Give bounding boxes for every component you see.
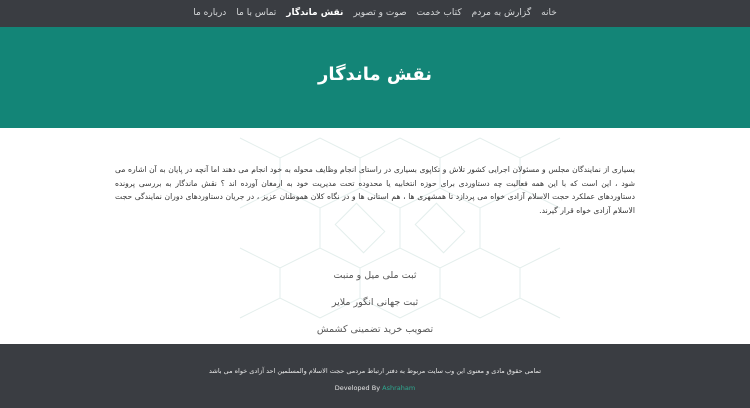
nav-item-lasting-role[interactable]: نقش ماندگار [286,8,344,18]
nav-item-home[interactable]: خانه [541,8,557,18]
nav-item-about-us[interactable]: درباره ما [193,8,227,18]
developer-link[interactable]: Ashraham [382,384,416,392]
page-title: نقش ماندگار [317,64,433,85]
nav-item-service-book[interactable]: کتاب خدمت [416,8,462,18]
intro-paragraph: بسیاری از نمایندگان مجلس و مسئولان اجرایی کشور تلاش و تکاپوی بسیاری در راستای انجام وظایف محوله به خود انجام می دهند اما آنچه در پایان به آن اشاره می شود ، این است که با این همه فعالیت چه دستاوردی برای حوزه انتخابیه یا محدوده تحت مدیریت خود به ارمغان آورده اند ؟ نقش ماندگار به بررسی پرونده دستاوردهای عملکرد حجت الاسلام آزادی خواه می پردازد تا همشهری ها ، هم استانی ها و در نگاه کلان هموطنان عزیز ، در جریان دستاوردهای دوران نمایندگی حجت الاسلام آزادی خواه قرار گیرند. [115,165,635,215]
developed-by-label: Developed By [334,384,381,392]
hero-banner [0,27,750,128]
copyright-text: تمامی حقوق مادی و معنوی این وب سایت مربوط به دفتر ارتباط مردمی حجت الاسلام والمسلمین احد آزادی خواه می باشد [208,367,542,375]
achievement-link-raisin-purchase[interactable]: تصویب خرید تضمینی کشمش [316,324,434,335]
main-nav [0,0,750,27]
achievement-links [0,262,750,343]
top-navbar [0,0,750,27]
nav-item-report-to-people[interactable]: گزارش به مردم [471,8,532,18]
developer-credit [0,384,750,392]
achievement-link-malayer-grape[interactable]: ثبت جهانی انگور ملایر [331,297,419,308]
site-footer [0,344,750,408]
main-content [0,128,750,344]
nav-item-contact-us[interactable]: تماس با ما [236,8,277,18]
nav-item-audio-video[interactable]: صوت و تصویر [353,8,407,18]
achievement-link-mil-monabat[interactable]: ثبت ملی میل و منبت [333,270,417,281]
